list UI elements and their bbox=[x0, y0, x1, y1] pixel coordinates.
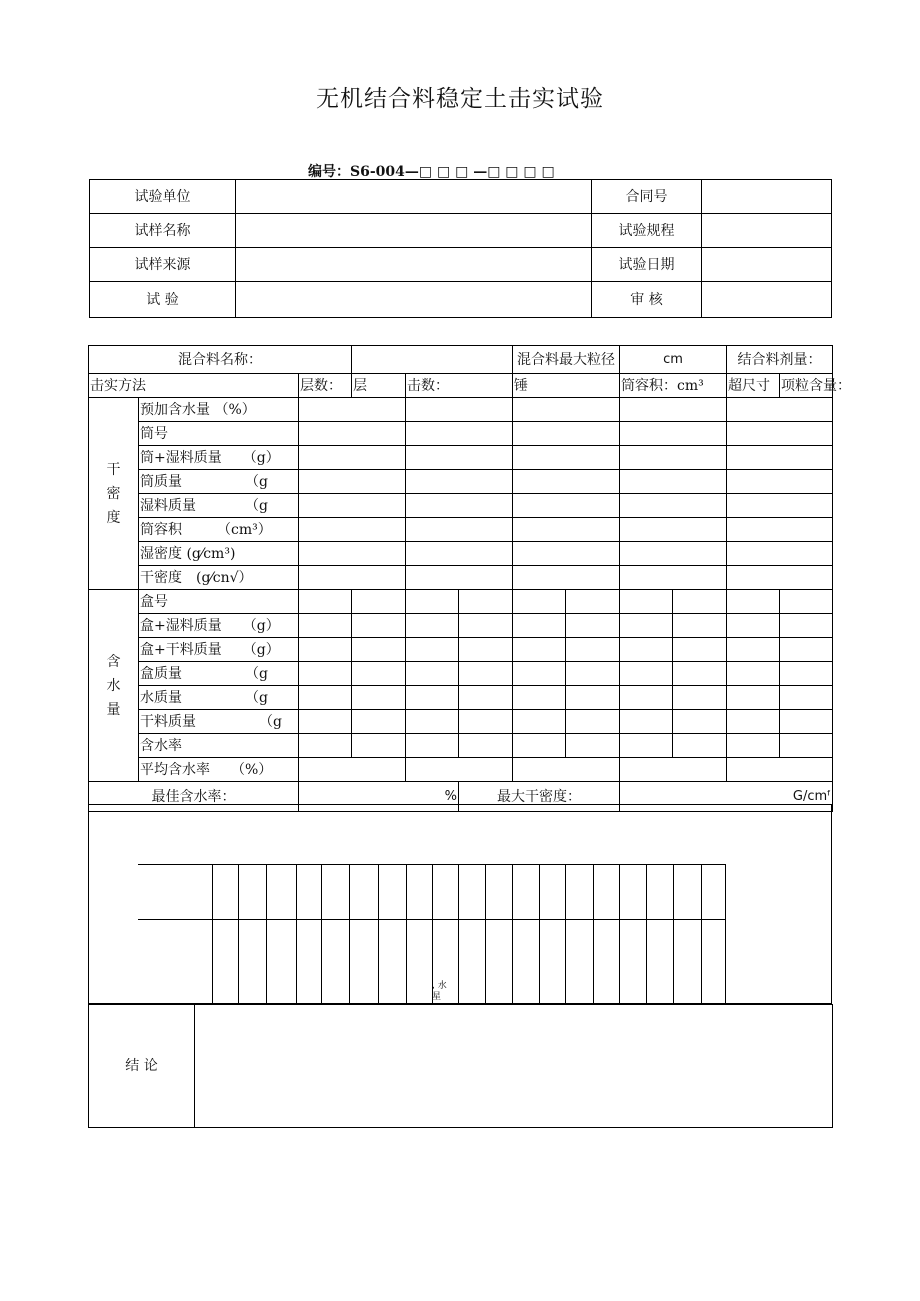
row-label: 盒+湿料质量 （g） bbox=[139, 614, 299, 638]
label-binder-dose: 结合料剂量： bbox=[727, 346, 833, 374]
grid-line bbox=[349, 865, 350, 1005]
grid-line bbox=[296, 865, 297, 1005]
grid-line bbox=[619, 865, 620, 1005]
grid-line bbox=[565, 865, 566, 1005]
field-test-date[interactable] bbox=[702, 248, 832, 282]
form-code: 编号：S6-004—□ □ □ —□ □ □ □ bbox=[308, 164, 555, 180]
label-reviewer: 审 核 bbox=[592, 282, 702, 318]
label-sample-source: 试样来源 bbox=[90, 248, 236, 282]
field-contract-no[interactable] bbox=[702, 180, 832, 214]
row-label: 盒质量 （g bbox=[139, 662, 299, 686]
grid-line bbox=[458, 865, 459, 1005]
label-test-unit: 试验单位 bbox=[90, 180, 236, 214]
label-blows: 击数： bbox=[406, 374, 513, 398]
label-pct: % bbox=[299, 782, 459, 812]
row-label: 盒号 bbox=[139, 590, 299, 614]
grid-line bbox=[238, 865, 239, 1005]
row-label: 干密度 (g⁄cn√） bbox=[139, 566, 299, 590]
grid-line bbox=[212, 865, 213, 1005]
conclusion-table bbox=[88, 1004, 833, 1128]
row-label: 筒容积 （cm³） bbox=[139, 518, 299, 542]
grid-line bbox=[539, 865, 540, 1005]
grid-line bbox=[485, 865, 486, 1005]
grid-line bbox=[406, 865, 407, 1005]
grid-line bbox=[725, 865, 726, 1005]
label-test-date: 试验日期 bbox=[592, 248, 702, 282]
row-label: 筒质量 （g bbox=[139, 470, 299, 494]
header-table bbox=[89, 179, 832, 318]
grid-line bbox=[593, 865, 594, 1005]
grid-line bbox=[646, 865, 647, 1005]
row-label: 平均含水率 （%） bbox=[139, 758, 299, 782]
label-hammer: 锤 bbox=[513, 374, 620, 398]
row-label: 水质量 （g bbox=[139, 686, 299, 710]
label-content: 项粒含量： bbox=[780, 374, 833, 398]
row-label: 湿密度 (g⁄cm³) bbox=[139, 542, 299, 566]
label-test-spec: 试验规程 bbox=[592, 214, 702, 248]
field-tester[interactable] bbox=[236, 282, 592, 318]
row-label: 含水率 bbox=[139, 734, 299, 758]
label-cm: cm bbox=[620, 346, 727, 374]
grid-line bbox=[321, 865, 322, 1005]
page-title: 无机结合料稳定土击实试验 bbox=[316, 86, 604, 112]
label-mix-name: 混合料名称： bbox=[89, 346, 352, 374]
grid-line bbox=[673, 865, 674, 1005]
label-oversize: 超尺寸 bbox=[727, 374, 780, 398]
label-max-size: 混合料最大粒径 bbox=[513, 346, 620, 374]
row-label: 筒号 bbox=[139, 422, 299, 446]
row-label: 干料质量 （g bbox=[139, 710, 299, 734]
field-conclusion[interactable] bbox=[195, 1005, 833, 1128]
label-optimum-moisture: 最佳含水率： bbox=[89, 782, 299, 812]
label-conclusion: 结 论 bbox=[89, 1005, 195, 1128]
row-label: 筒+湿料质量 （g） bbox=[139, 446, 299, 470]
row-label: 湿料质量 （g bbox=[139, 494, 299, 518]
field-sample-name[interactable] bbox=[236, 214, 592, 248]
field-reviewer[interactable] bbox=[702, 282, 832, 318]
field-test-unit[interactable] bbox=[236, 180, 592, 214]
grid-line bbox=[512, 865, 513, 1005]
label-method: 击实方法 bbox=[89, 374, 299, 398]
grid-line bbox=[701, 865, 702, 1005]
row-label: 预加含水量 （%） bbox=[139, 398, 299, 422]
field-test-spec[interactable] bbox=[702, 214, 832, 248]
grid-line bbox=[266, 865, 267, 1005]
label-layers: 层数： bbox=[299, 374, 352, 398]
field-mix-name[interactable] bbox=[352, 346, 513, 374]
label-volume: 筒容积：cm³ bbox=[620, 374, 727, 398]
main-table bbox=[88, 345, 851, 812]
row-label: 盒+干料质量 （g） bbox=[139, 638, 299, 662]
group-moisture: 含 水 量 bbox=[89, 590, 139, 782]
grid-line bbox=[378, 865, 379, 1005]
field-sample-source[interactable] bbox=[236, 248, 592, 282]
axis-note: , 水 星 bbox=[432, 981, 447, 1002]
label-tester: 试 验 bbox=[90, 282, 236, 318]
label-layer-unit: 层 bbox=[352, 374, 406, 398]
label-max-dry-density: 最大干密度： bbox=[459, 782, 620, 812]
label-contract-no: 合同号 bbox=[592, 180, 702, 214]
group-dry-density: 干 密 度 bbox=[89, 398, 139, 590]
label-density-unit: G/cmᶠ bbox=[620, 782, 833, 812]
compaction-curve-grid bbox=[138, 864, 726, 1005]
label-sample-name: 试样名称 bbox=[90, 214, 236, 248]
